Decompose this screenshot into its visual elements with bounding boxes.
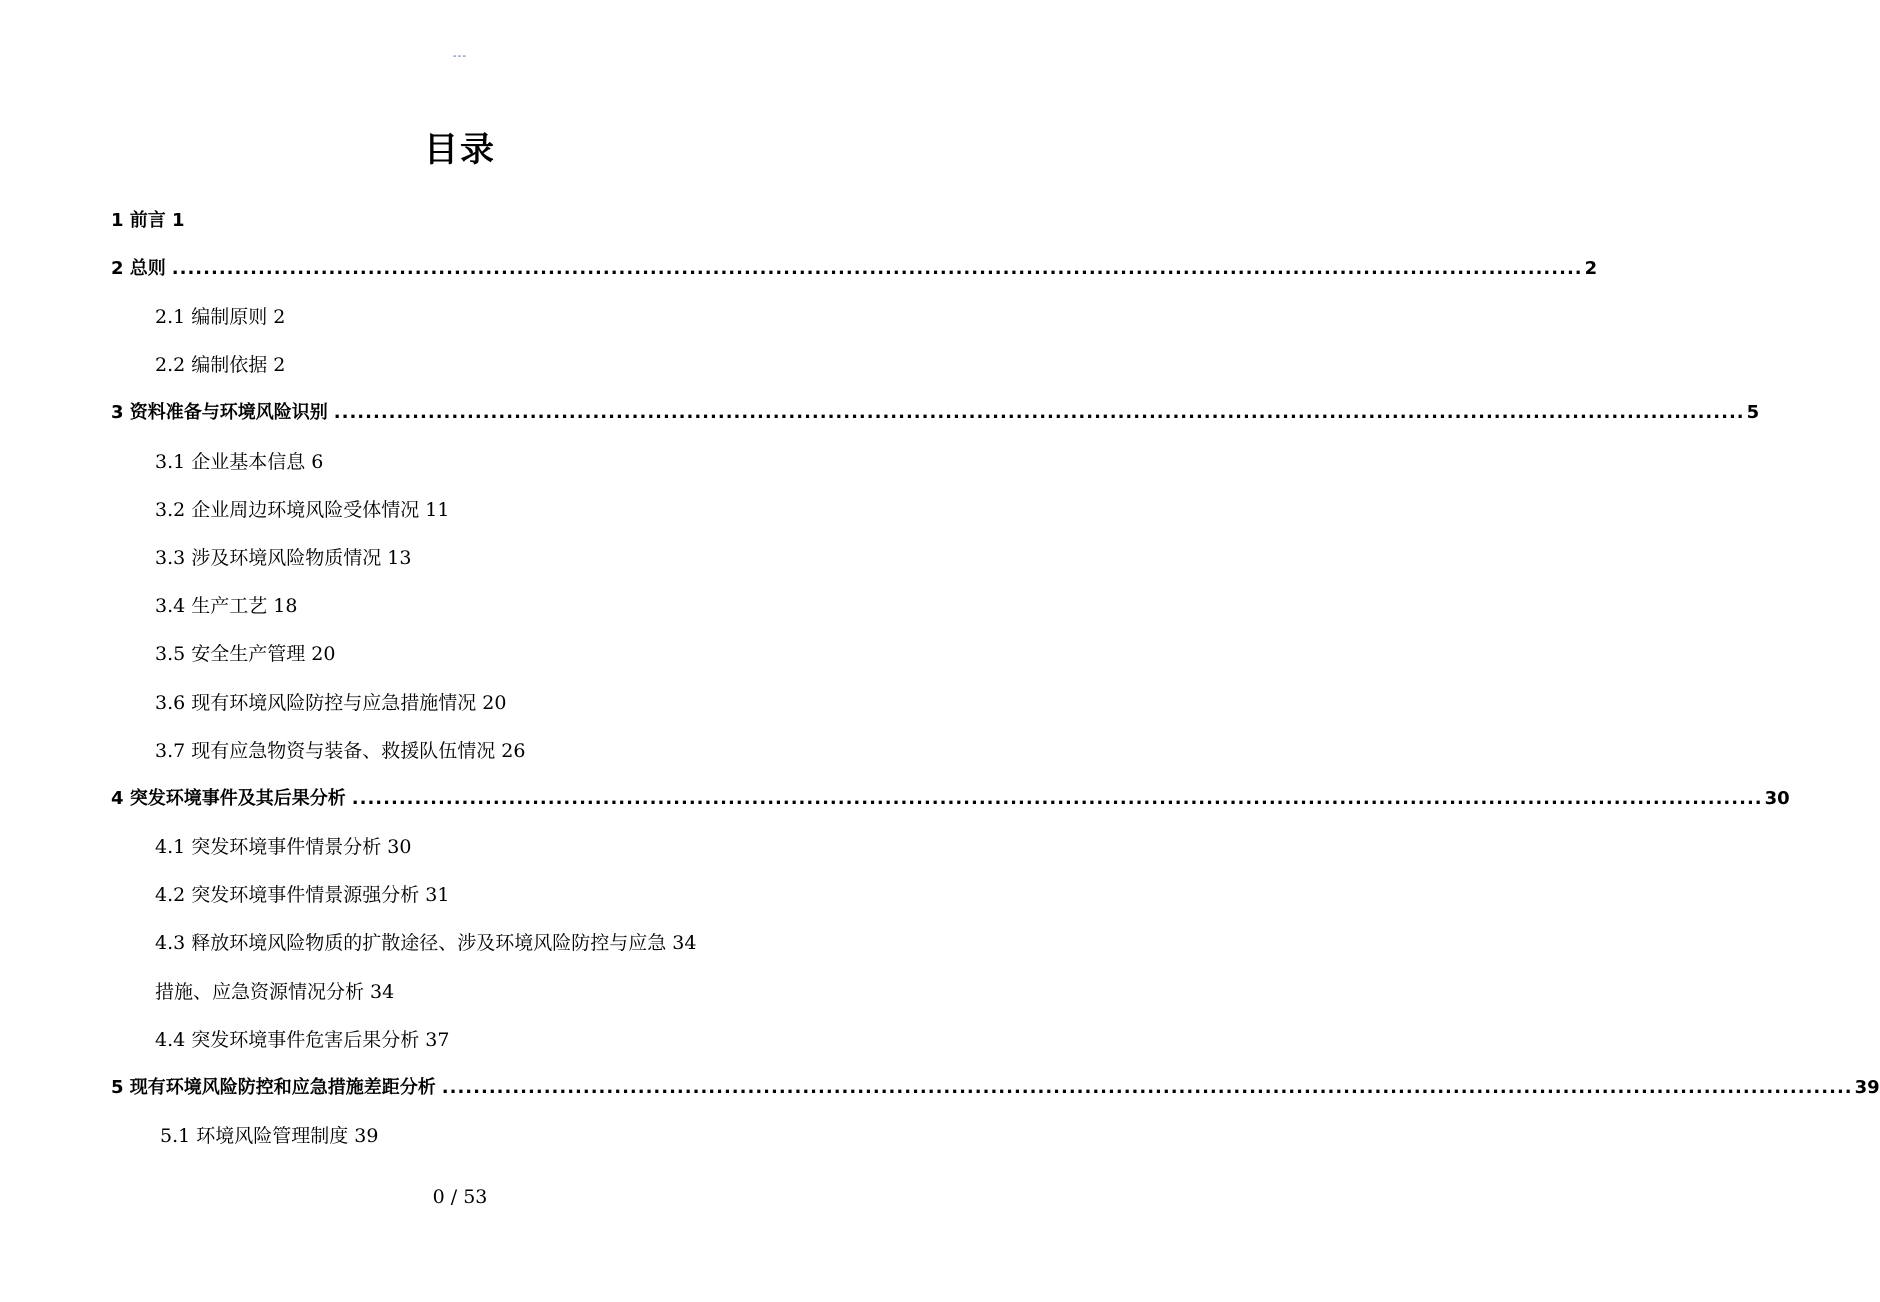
toc-entry-label: 4.2 突发环境事件情景源强分析 31 bbox=[155, 884, 450, 906]
toc-entry-label: 3 资料准备与环境风险识别 bbox=[111, 402, 328, 423]
toc-entry-3-5[interactable] bbox=[155, 639, 335, 669]
toc-entry-label: 3.6 现有环境风险防控与应急措施情况 20 bbox=[155, 692, 507, 714]
toc-leader-dots: .................................................................................................................................................................................... bbox=[333, 402, 1745, 423]
toc-entry-3-3[interactable] bbox=[155, 543, 411, 573]
toc-entry-3-1[interactable] bbox=[155, 447, 323, 477]
header-mark: --- bbox=[452, 49, 468, 62]
toc-entry-label: 2.1 编制原则 2 bbox=[155, 306, 286, 328]
toc-entry-label: 2 总则 bbox=[111, 258, 166, 279]
toc-page-number: 30 bbox=[1764, 788, 1790, 809]
toc-entry-label: 3.4 生产工艺 18 bbox=[155, 595, 298, 617]
toc-leader-dots: .................................................................................................................................................................................... bbox=[171, 258, 1583, 279]
toc-entry-label: 5 现有环境风险防控和应急措施差距分析 bbox=[111, 1077, 436, 1098]
toc-entry-label: 4.4 突发环境事件危害后果分析 37 bbox=[155, 1029, 450, 1051]
toc-entry-3[interactable] bbox=[111, 398, 1760, 428]
toc-leader-dots: .................................................................................................................................................................................... bbox=[441, 1077, 1853, 1098]
toc-page-number: 39 bbox=[1854, 1077, 1880, 1098]
toc-entry-5-1[interactable] bbox=[160, 1121, 378, 1151]
toc-entry-3-7[interactable] bbox=[155, 736, 525, 766]
toc-entry-label: 3.5 安全生产管理 20 bbox=[155, 643, 336, 665]
toc-entry-2-2[interactable] bbox=[155, 350, 285, 380]
toc-page-number: 5 bbox=[1746, 402, 1760, 423]
toc-page-number: 2 bbox=[1584, 258, 1598, 279]
toc-entry-5[interactable] bbox=[111, 1073, 1880, 1103]
toc-entry-3-4[interactable] bbox=[155, 591, 297, 621]
toc-entry-label: 2.2 编制依据 2 bbox=[155, 354, 286, 376]
toc-entry-label: 3.7 现有应急物资与装备、救援队伍情况 26 bbox=[155, 740, 526, 762]
toc-entry-label: 1 前言 1 bbox=[111, 210, 185, 231]
toc-entry-4-4[interactable] bbox=[155, 1025, 449, 1055]
toc-entry-2-1[interactable] bbox=[155, 302, 285, 332]
toc-entry-label: 5.1 环境风险管理制度 39 bbox=[160, 1125, 379, 1147]
toc-entry-4[interactable] bbox=[111, 784, 1790, 814]
toc-entry-3-2[interactable] bbox=[155, 495, 449, 525]
toc-entry-4-3-continued[interactable] bbox=[155, 977, 394, 1007]
toc-entry-label: 4.3 释放环境风险物质的扩散途径、涉及环境风险防控与应急 34 bbox=[155, 932, 697, 954]
toc-entry-1[interactable] bbox=[111, 206, 808, 236]
toc-entry-2[interactable] bbox=[111, 254, 1598, 284]
toc-entry-4-3[interactable] bbox=[155, 928, 696, 958]
toc-entry-4-2[interactable] bbox=[155, 880, 449, 910]
toc-entry-label: 措施、应急资源情况分析 34 bbox=[155, 981, 395, 1003]
toc-entry-label: 3.3 涉及环境风险物质情况 13 bbox=[155, 547, 412, 569]
toc-entry-3-6[interactable] bbox=[155, 688, 506, 718]
toc-entry-label: 4.1 突发环境事件情景分析 30 bbox=[155, 836, 412, 858]
page-indicator: 0 / 53 bbox=[432, 1186, 488, 1208]
toc-title: 目录 bbox=[424, 130, 496, 170]
toc-entry-label: 3.1 企业基本信息 6 bbox=[155, 451, 324, 473]
toc-entry-4-1[interactable] bbox=[155, 832, 411, 862]
toc-entry-label: 3.2 企业周边环境风险受体情况 11 bbox=[155, 499, 450, 521]
toc-entry-label: 4 突发环境事件及其后果分析 bbox=[111, 788, 346, 809]
toc-leader-dots: .................................................................................................................................................................................... bbox=[351, 788, 1763, 809]
